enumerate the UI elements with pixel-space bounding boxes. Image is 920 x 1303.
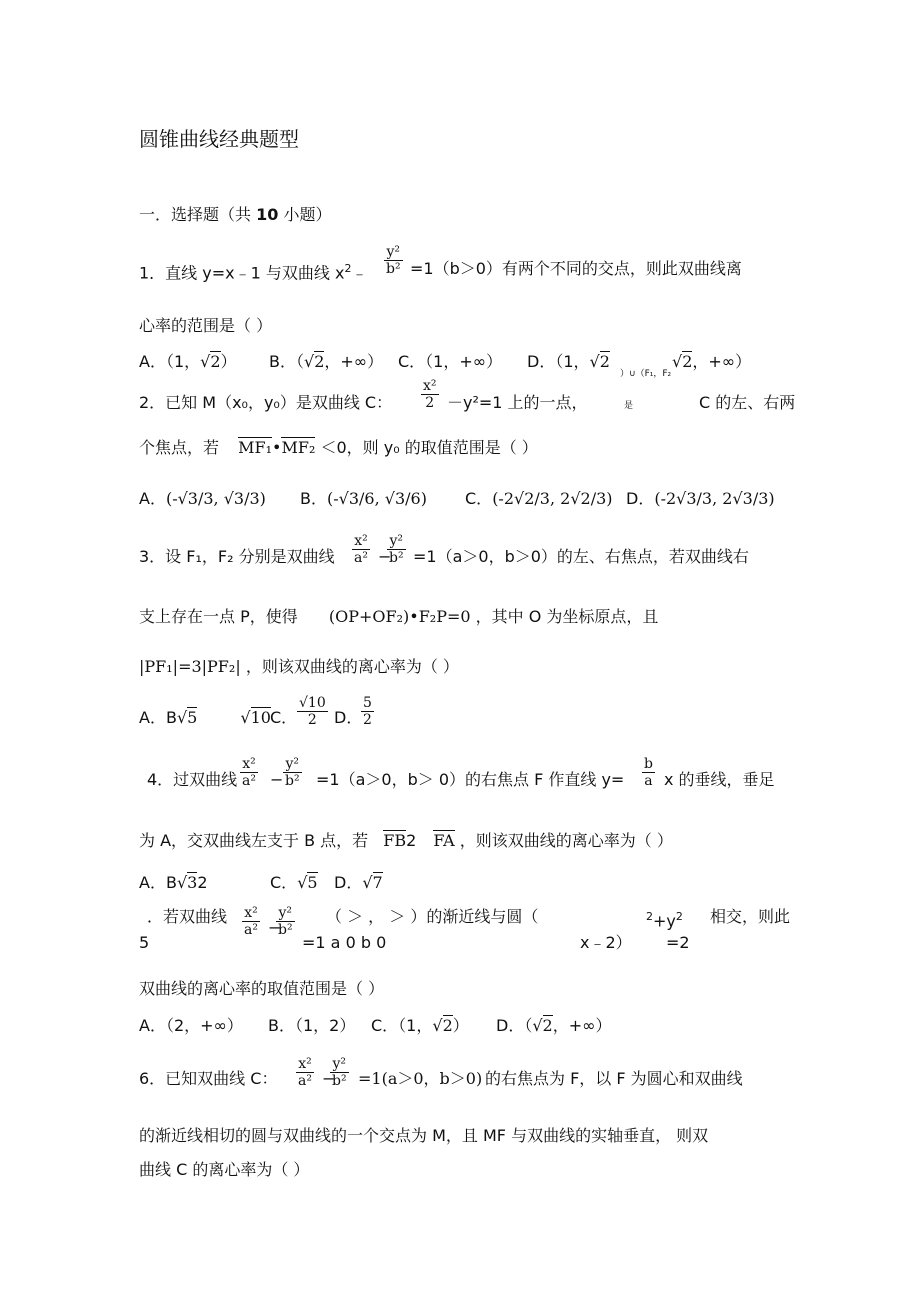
q1-stem: 1．直线 y=x﹣1 与双曲线 $x^2﹣$: [139, 262, 368, 283]
q5-circle-y: $^2+y^2$: [646, 910, 683, 931]
q1-option-b: B．（√2，+∞）: [269, 352, 384, 371]
q5-option-a: A．（2，+∞）: [139, 1016, 243, 1035]
q6-minus: −: [322, 1069, 336, 1088]
q5-stem-end: 相交，则此: [710, 907, 791, 926]
q4-stem-mid: =1（a＞0，b＞ 0）的右焦点 F 作直线 y=: [316, 770, 625, 789]
q4-option-d: D．√7: [334, 873, 383, 892]
q4-minus: −: [270, 770, 284, 789]
q5-circle-x: x﹣2）: [580, 933, 632, 952]
q3-stem-line3: |PF₁|=3|PF₂| ，则该双曲线的离心率为（ ）: [139, 657, 459, 676]
q2-option-c: C．(-2√2/3, 2√2/3): [465, 489, 613, 508]
q5-condition: （ ＞ ， ＞ ）的渐近线与圆（: [326, 907, 539, 926]
q2-stem-mid: －y²=1 上的一点，: [447, 393, 588, 412]
q3-stem: 3．设 F₁，F₂ 分别是双曲线: [139, 547, 335, 566]
q3-fraction-y: $\frac{\text{y²}}{\text{b²}}$: [389, 533, 404, 566]
q2-stem-end: C 的左、右两: [699, 393, 796, 412]
q1-stem-end: =1（b＞0）有两个不同的交点，则此双曲线离: [410, 259, 742, 278]
q3-option-d: D．: [334, 708, 363, 727]
q4-stem: 4．过双曲线: [147, 770, 238, 789]
q6-stem-line2: 的渐近线相切的圆与双曲线的一个交点为 M，且 MF 与双曲线的实轴垂直， 则双: [139, 1126, 709, 1145]
q3-option-d-fraction: $\frac{5}{2}$: [363, 695, 372, 728]
q6-stem: 6．已知双曲线 C：: [139, 1069, 278, 1088]
q1-option-d-fragment: ）∪（F₁，F₂: [620, 369, 672, 379]
q4-option-c: C．√5: [270, 873, 318, 892]
q1-option-d-end: √2，+∞）: [672, 352, 752, 371]
q6-fraction-y: $\frac{\text{y²}}{\text{b²}}$: [332, 1056, 347, 1089]
q3-minus: −: [378, 547, 392, 566]
q1-fraction: $\frac{\text{y²}}{\text{b²}}$: [386, 244, 401, 277]
section-heading: 一．选择题（共 10 小题）: [139, 205, 332, 224]
q1-option-c: C．（1，+∞）: [398, 352, 503, 371]
q3-stem-end: =1（a＞0，b＞0）的左、右焦点，若双曲线右: [413, 547, 749, 566]
q3-stem-line2: 支上存在一点 P，使得 (OP+OF₂)•F₂P=0 ，其中 O 为坐标原点，且: [139, 607, 659, 626]
q6-stem-end: 的右焦点为 F，以 F 为圆心和双曲线: [485, 1069, 743, 1088]
q4-option-ab: A．B√32: [139, 873, 208, 892]
q4-stem-end: x 的垂线，垂足: [664, 770, 775, 789]
q5-circle-eq: =2: [666, 933, 690, 952]
q5-minus: −: [268, 918, 282, 937]
q6-stem-line3: 曲线 C 的离心率为（ ）: [139, 1160, 310, 1179]
q5-condition-values: =1 a 0 b 0: [302, 933, 387, 952]
q5-number: 5: [139, 933, 150, 952]
q3-option-c: C．: [270, 708, 298, 727]
q5-option-c: C．（1，√2）: [371, 1016, 469, 1035]
q1-stem-line2: 心率的范围是（ ）: [139, 316, 273, 335]
q5-fraction-y: $\frac{\text{y²}}{\text{b²}}$: [278, 905, 293, 938]
q5-stem-line2: 双曲线的离心率的取值范围是（ ）: [139, 979, 385, 998]
q3-fraction-x: $\frac{\text{x²}}{\text{a²}}$: [354, 533, 368, 566]
q2-stem: 2．已知 M（x₀，y₀）是双曲线 C：: [139, 393, 393, 412]
q2-fraction: $\frac{\text{x²}}{2}$: [423, 378, 437, 411]
q5-fraction-x: $\frac{\text{x²}}{\text{a²}}$: [244, 905, 258, 938]
q5-option-d: D．（√2，+∞）: [496, 1016, 612, 1035]
q6-fraction-x: $\frac{\text{x²}}{\text{a²}}$: [298, 1056, 312, 1089]
q3-option-c-fraction: $\frac{√10}{2}$: [299, 695, 326, 728]
q5-stem: ．若双曲线: [147, 907, 228, 926]
q2-option-d: D．(-2√3/3, 2√3/3): [626, 489, 775, 508]
q5-option-b: B．（1，2）: [268, 1016, 356, 1035]
q2-option-b: B．(-√3/6, √3/6): [300, 489, 427, 508]
q1-option-a: A．（1，√2）: [139, 352, 237, 371]
q6-condition: =1(a＞0，b＞0): [358, 1069, 483, 1088]
q1-option-d: D．（1，√2: [527, 352, 610, 371]
q2-stem-line2: 个焦点，若 MF₁•MF₂ ＜0，则 y₀ 的取值范围是（ ）: [139, 438, 538, 457]
q4-stem-line2: 为 A，交双曲线左支于 B 点，若 FB2 FA ，则该双曲线的离心率为（ ）: [139, 831, 673, 850]
q2-option-a: A．(-√3/3, √3/3): [139, 489, 266, 508]
page-title: 圆锥曲线经典题型: [139, 127, 299, 151]
q4-fraction-x: $\frac{\text{x²}}{\text{a²}}$: [242, 756, 256, 789]
q4-fraction-y: $\frac{\text{y²}}{\text{b²}}$: [285, 756, 300, 789]
q2-fragment: 是: [624, 401, 634, 411]
q3-option-ab: A．B√5 √10: [139, 708, 271, 727]
q4-fraction-ba: $\frac{b}{a}$: [644, 756, 653, 789]
